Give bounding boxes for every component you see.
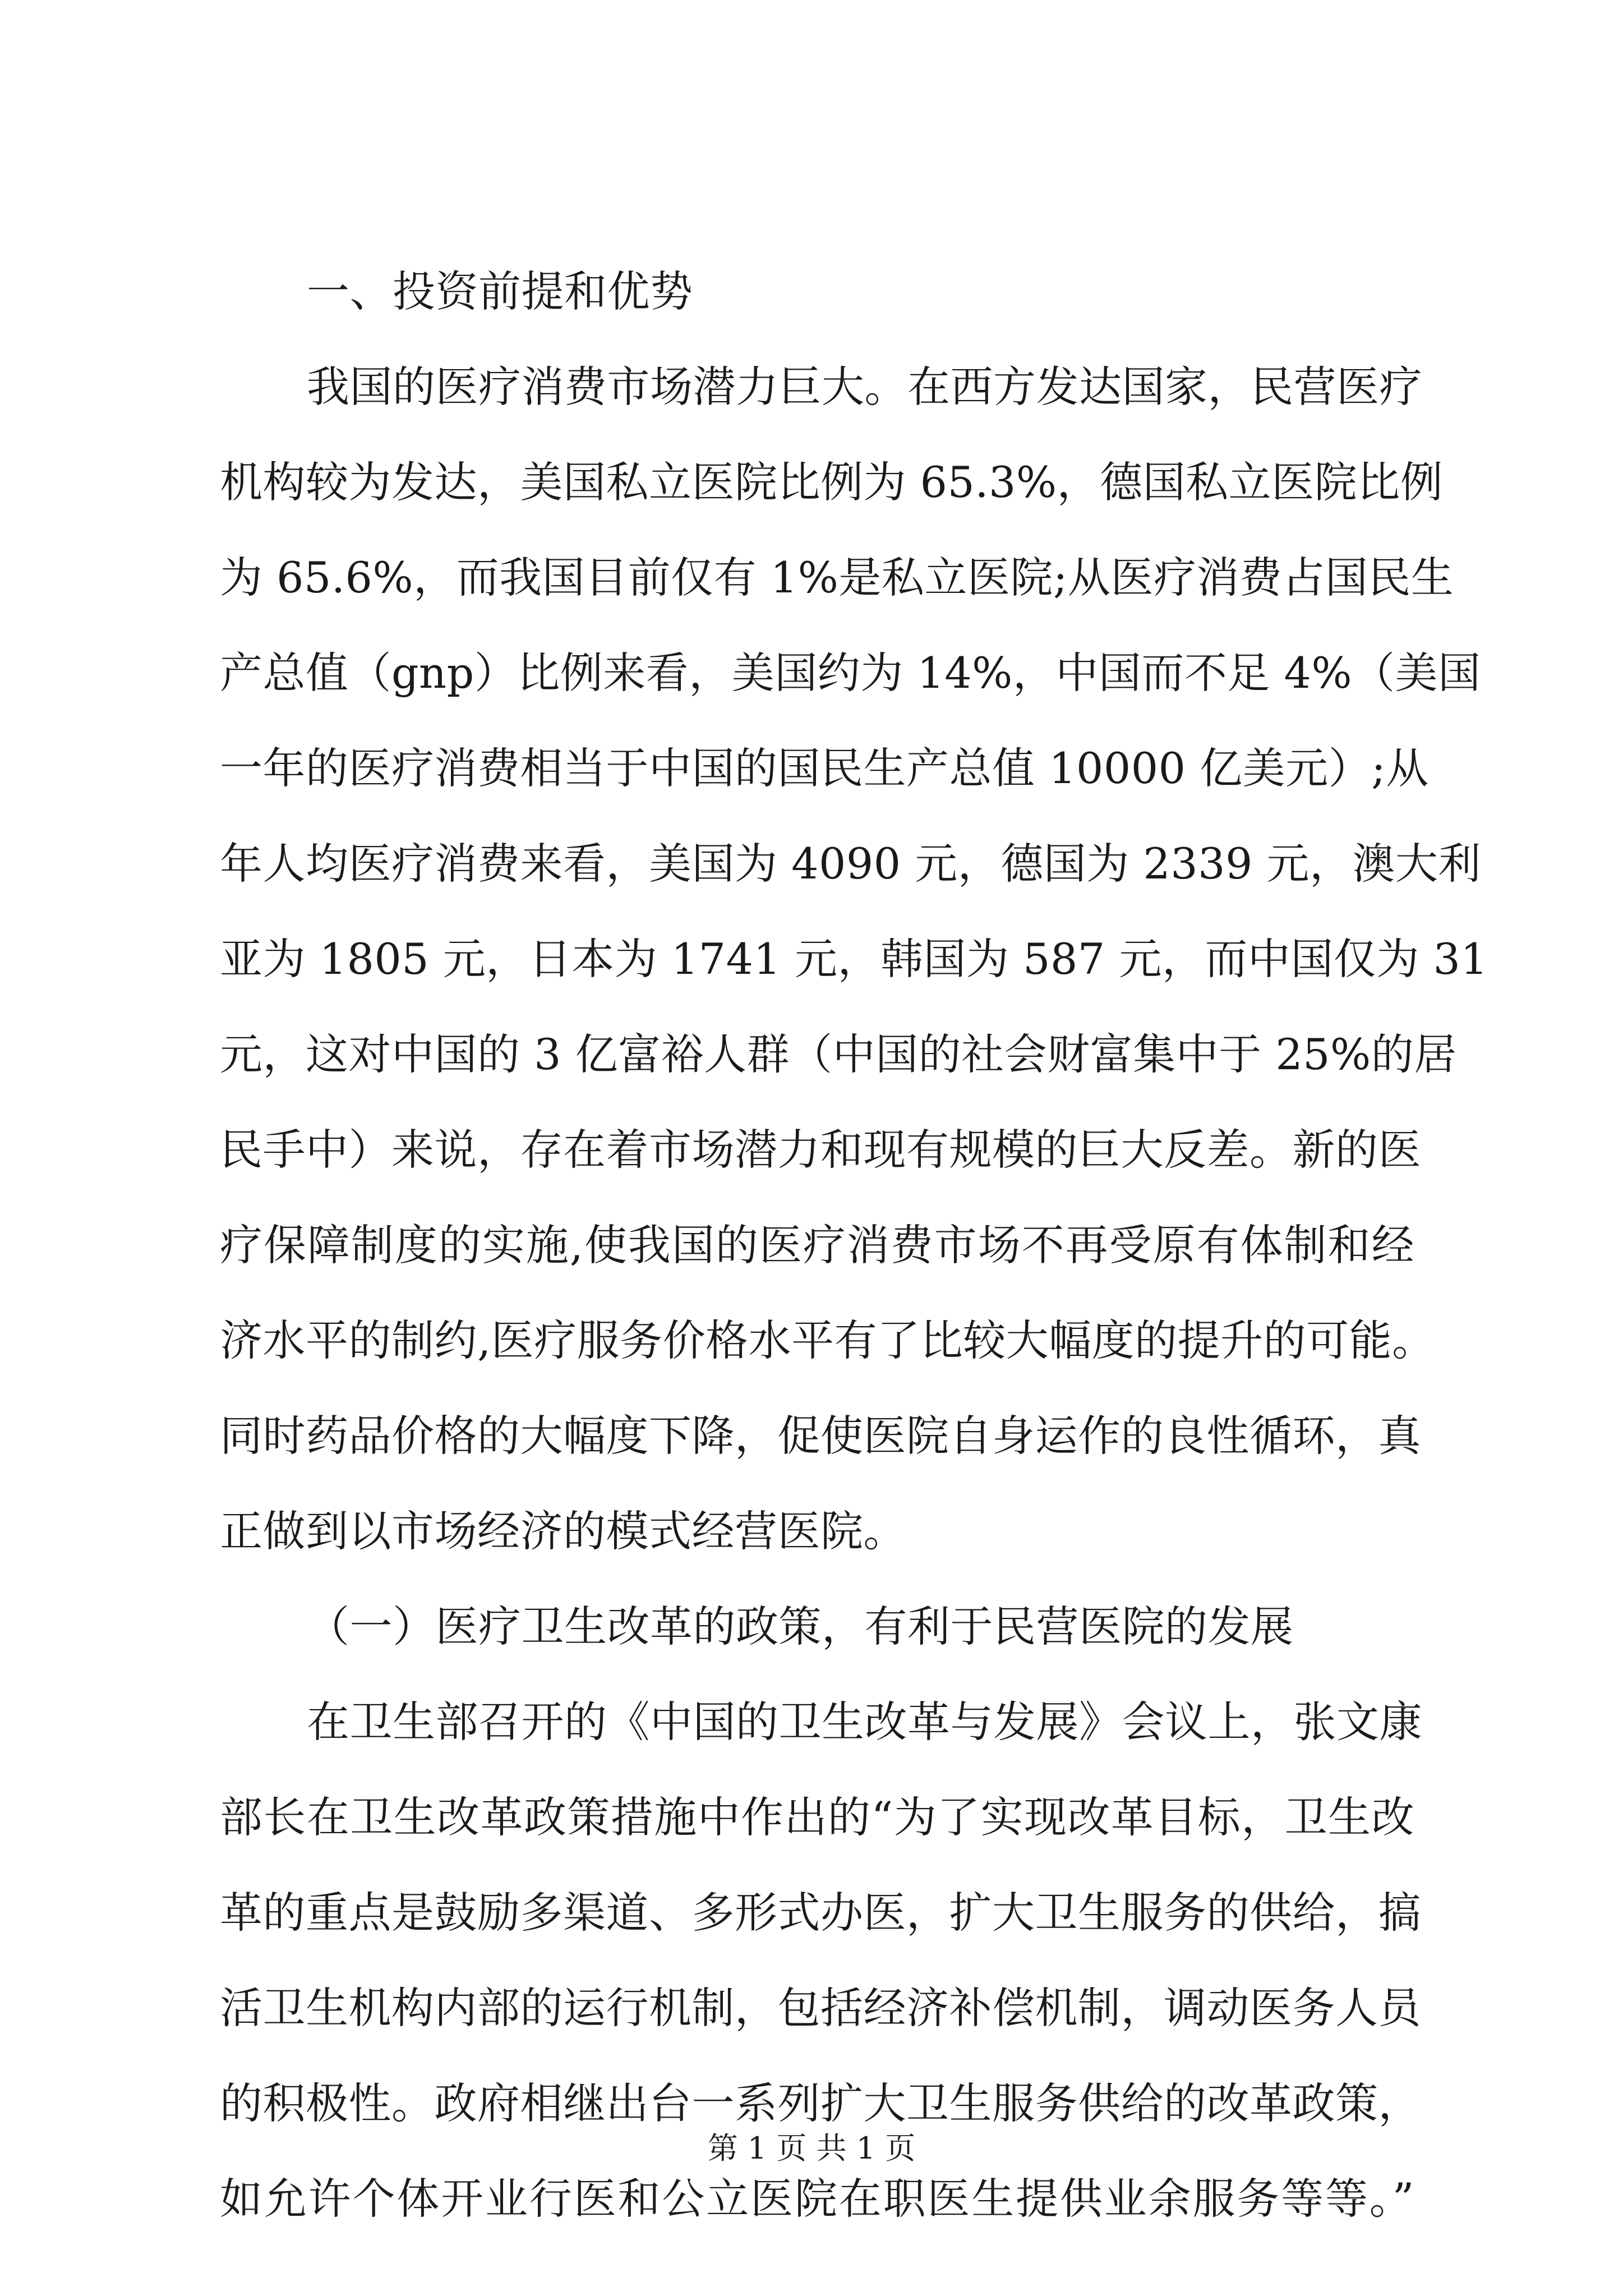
paragraph-line: 部长在卫生改革政策措施中作出的“为了实现改革目标，卫生改 [220, 1792, 1414, 1842]
paragraph-line: 革的重点是鼓励多渠道、多形式办医，扩大卫生服务的供给，搞 [220, 1888, 1421, 1938]
paragraph-line: 如允许个体开业行医和公立医院在职医生提供业余服务等等。” [220, 2174, 1414, 2224]
paragraph-line: 机构较为发达，美国私立医院比例为 65.3%，德国私立医院比例 [220, 457, 1444, 507]
paragraph-line: 济水平的制约,医疗服务价格水平有了比较大幅度的提升的可能。 [220, 1315, 1435, 1365]
paragraph-line: 同时药品价格的大幅度下降，促使医院自身运作的良性循环，真 [220, 1411, 1421, 1461]
page-footer: 第 1 页 共 1 页 [707, 2131, 916, 2166]
section-heading: 一、投资前提和优势 [307, 266, 693, 316]
paragraph-line: 一年的医疗消费相当于中国的国民生产总值 10000 亿美元）;从 [220, 743, 1429, 793]
paragraph-line: 我国的医疗消费市场潜力巨大。在西方发达国家，民营医疗 [307, 362, 1422, 412]
paragraph-line: 活卫生机构内部的运行机制，包括经济补偿机制，调动医务人员 [220, 1983, 1421, 2033]
subsection-heading: （一）医疗卫生改革的政策，有利于民营医院的发展 [307, 1602, 1294, 1651]
paragraph-line: 的积极性。政府相继出台一系列扩大卫生服务供给的改革政策， [220, 2078, 1421, 2128]
paragraph-line: 正做到以市场经济的模式经营医院。 [220, 1506, 906, 1556]
paragraph-line: 元，这对中国的 3 亿富裕人群（中国的社会财富集中于 25%的居 [220, 1029, 1457, 1079]
paragraph-line: 在卫生部召开的《中国的卫生改革与发展》会议上，张文康 [307, 1697, 1422, 1747]
paragraph-line: 疗保障制度的实施,使我国的医疗消费市场不再受原有体制和经 [220, 1220, 1414, 1270]
paragraph-line: 年人均医疗消费来看，美国为 4090 元，德国为 2339 元，澳大利 [220, 839, 1481, 889]
paragraph-line: 产总值（gnp）比例来看，美国约为 14%，中国而不足 4%（美国 [220, 648, 1481, 698]
paragraph-line: 为 65.6%，而我国目前仅有 1%是私立医院;从医疗消费占国民生 [220, 553, 1454, 602]
paragraph-line: 民手中）来说，存在着市场潜力和现有规模的巨大反差。新的医 [220, 1125, 1421, 1175]
paragraph-line: 亚为 1805 元，日本为 1741 元，韩国为 587 元，而中国仅为 31 [220, 934, 1488, 984]
